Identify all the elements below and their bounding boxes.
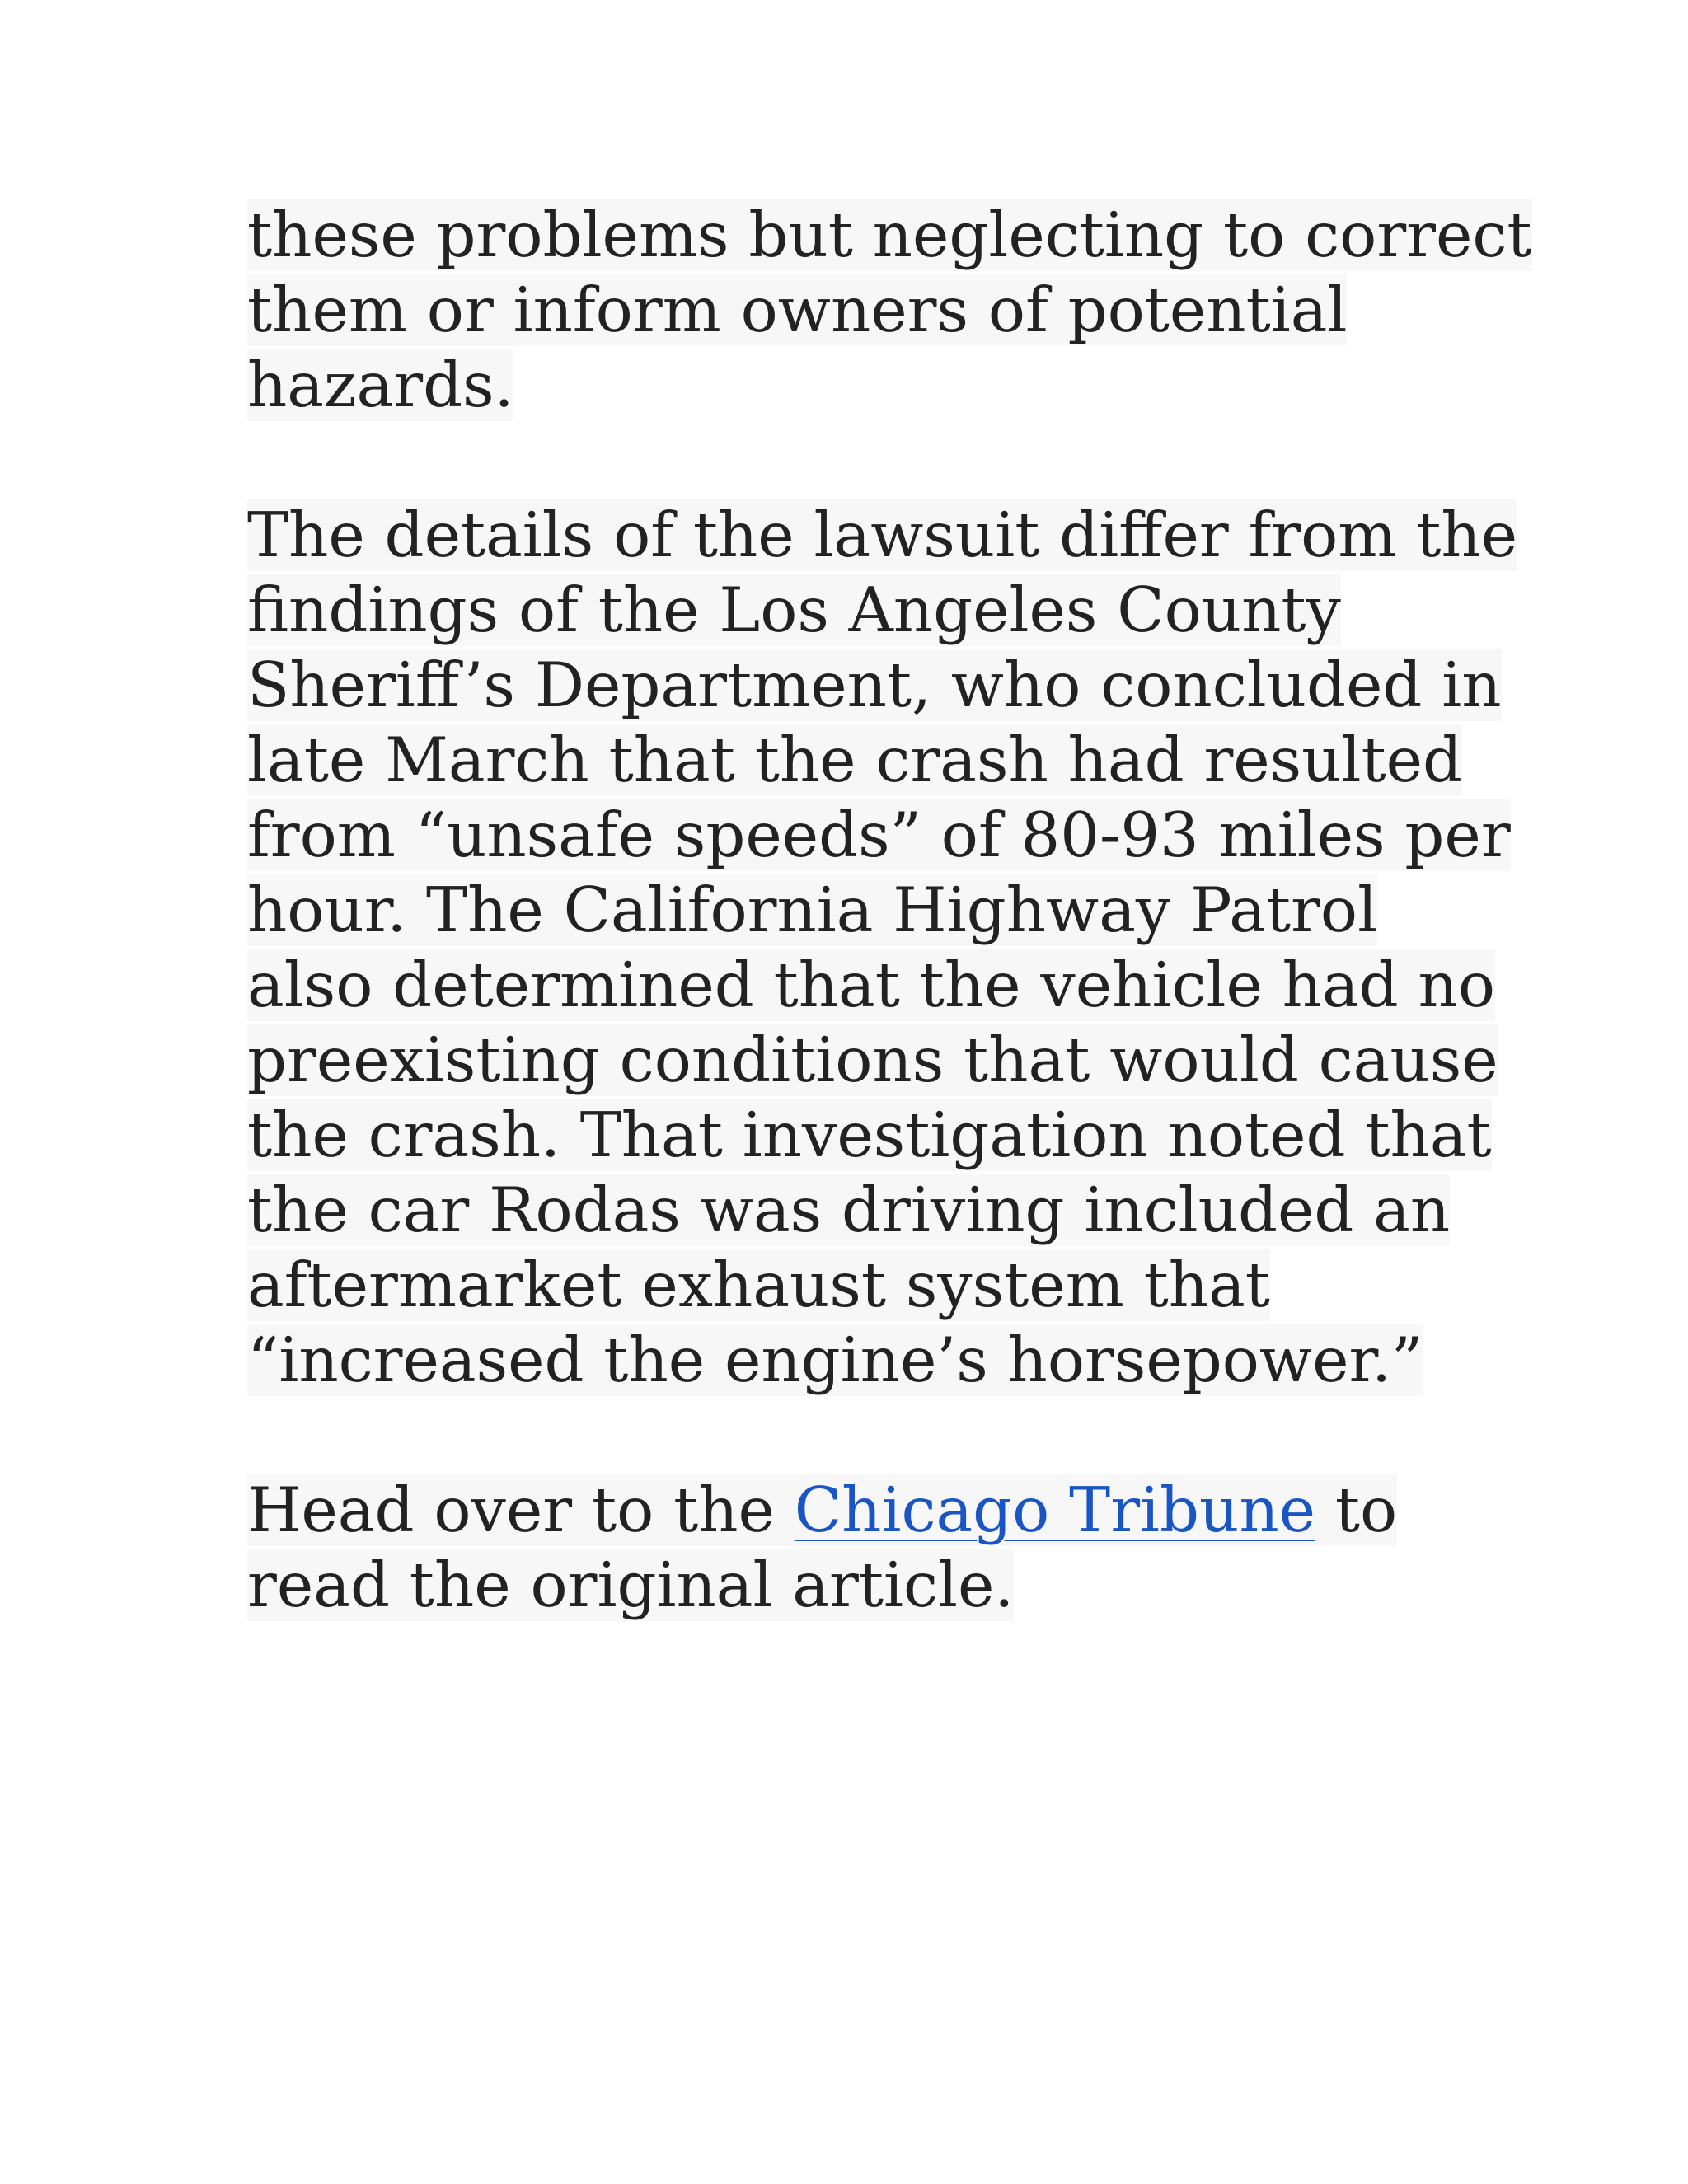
paragraph-line: also determined that the vehicle had no xyxy=(247,949,1495,1021)
paragraph-line: from “unsafe speeds” of 80-93 miles per xyxy=(247,799,1511,871)
paragraph-line: hour. The California Highway Patrol xyxy=(247,874,1378,946)
paragraph-text: Head over to the xyxy=(247,1474,795,1546)
paragraph-line: findings of the Los Angeles County xyxy=(247,574,1341,646)
paragraph-2 xyxy=(247,498,1518,1398)
paragraph-line: read the original article. xyxy=(247,1549,1015,1621)
paragraph-line: preexisting conditions that would cause xyxy=(247,1024,1498,1096)
chicago-tribune-link[interactable]: Chicago Tribune xyxy=(794,1474,1316,1546)
paragraph-line xyxy=(247,1473,1442,1548)
paragraph-line: late March that the crash had resulted xyxy=(247,724,1462,796)
paragraph-line: the crash. That investigation noted that xyxy=(247,1099,1492,1171)
paragraph-line: The details of the lawsuit differ from the xyxy=(247,499,1518,571)
paragraph-text: to xyxy=(1315,1474,1398,1546)
paragraph-line: aftermarket exhaust system that xyxy=(247,1249,1270,1321)
paragraph-line: these problems but neglecting to correct xyxy=(247,199,1532,271)
paragraph-line: hazards. xyxy=(247,349,514,421)
paragraph-line: them or inform owners of potential xyxy=(247,274,1348,346)
paragraph-3 xyxy=(247,1473,1442,1623)
paragraph-1 xyxy=(247,198,1532,423)
paragraph-line: the car Rodas was driving included an xyxy=(247,1174,1451,1246)
article-body xyxy=(247,198,1532,1623)
paragraph-line: Sheriff’s Department, who concluded in xyxy=(247,649,1502,721)
paragraph-line: “increased the engine’s horsepower.” xyxy=(247,1324,1423,1396)
